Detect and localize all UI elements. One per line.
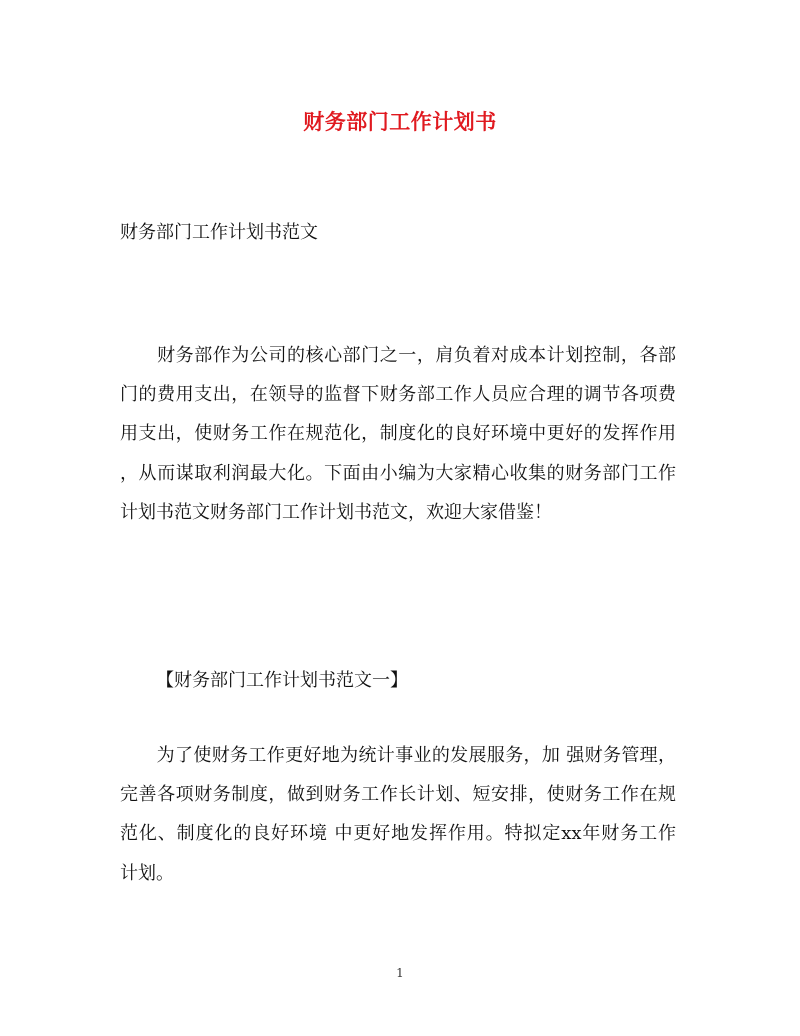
paragraph-line: ，从而谋取利润最大化。下面由小编为大家精心收集的财务部门工作: [120, 462, 676, 484]
paragraph-line: 为了使财务工作更好地为统计事业的发展服务，加 强财务管理，: [120, 745, 676, 766]
paragraph-line: 计划。: [120, 862, 174, 884]
paragraph-line: 门的费用支出，在领导的监督下财务部工作人员应合理的调节各项费: [120, 384, 676, 406]
paragraph-line: 完善各项财务制度，做到财务工作长计划、短安排，使财务工作在规: [120, 784, 676, 806]
section-paragraph: [120, 736, 676, 893]
section-heading: 【财务部门工作计划书范文一】: [156, 670, 408, 691]
paragraph-line: 财务部作为公司的核心部门之一，肩负着对成本计划控制，各部: [120, 345, 676, 366]
paragraph-line: 范化、制度化的良好环境 中更好地发挥作用。特拟定xx年财务工作: [120, 823, 676, 845]
intro-paragraph: [120, 336, 676, 532]
document-title: 财务部门工作计划书: [303, 109, 497, 134]
document-subtitle: 财务部门工作计划书范文: [120, 222, 318, 243]
paragraph-line: 计划书范文财务部门工作计划书范文，欢迎大家借鉴！: [120, 501, 552, 523]
paragraph-line: 用支出，使财务工作在规范化，制度化的良好环境中更好的发挥作用: [120, 423, 676, 445]
page-number: 1: [396, 966, 404, 980]
